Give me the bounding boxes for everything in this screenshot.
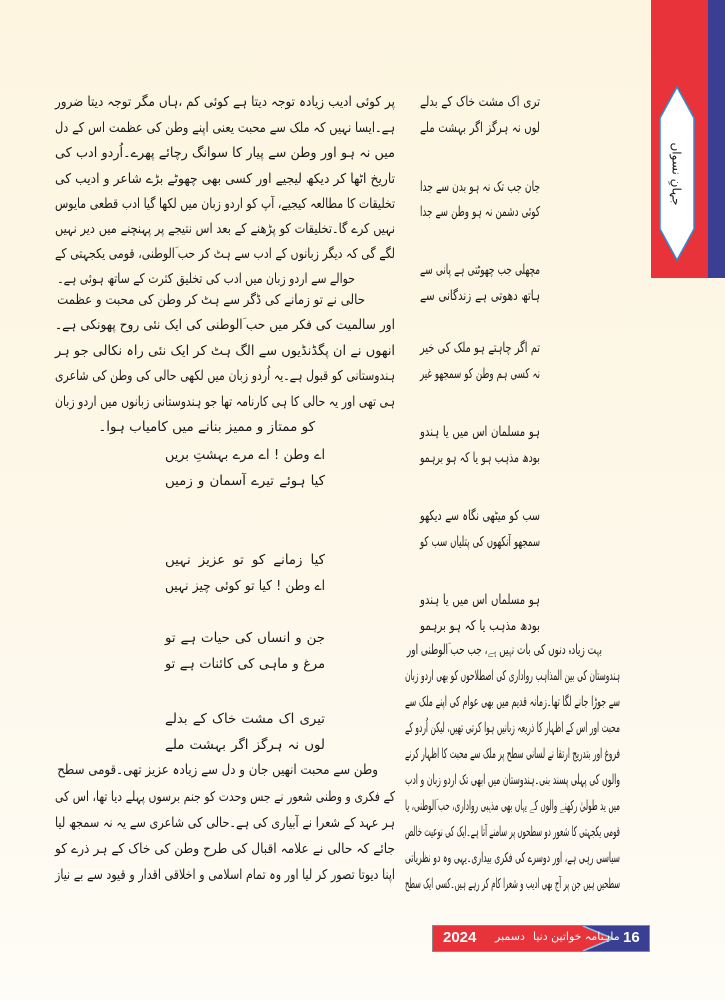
left-prose-line: کو ممتاز و ممیز بنانے میں کامیاب ہوا۔ [98, 419, 315, 435]
poem-line: ہو مسلمان اس میں یا ہندو [420, 424, 540, 440]
right-prose-line: فروغ اور بتدریج ارتقا نے لسانی سطح پر ملک سے محبت کا اظہار کرنے [405, 746, 620, 762]
right-prose-line: سے جوڑا جانے لگا تھا۔زمانہ قدیم میں بھی عوام کی اپنے ملک سے [405, 694, 620, 710]
poem-line: مرغ و ماہی کی کائنات ہے تو [165, 656, 325, 672]
poem-line: جن و انساں کی حیات ہے تو [165, 630, 325, 646]
poem-line: تم اگر چاہتے ہو ملک کی خیر [420, 340, 540, 356]
right-prose-line: والوں کی پہلی پسند بنی۔ہندوستان میں ابھی تک اردو زبان و ادب [405, 772, 620, 788]
poem-line: لوں نہ ہرگز اگر بہشت ملے [165, 737, 325, 753]
right-prose-line: سطحیں ہیں جن پر آج بھی ادیب و شعرا کام کر رہے ہیں۔کسی ایک سطح [405, 876, 620, 892]
left-prose-line: تاریخ اٹھا کر دیکھ لیجیے اور کسی بھی چھوٹے بڑے شاعر و ادیب کی [55, 171, 395, 187]
left-prose-line: وطن سے محبت انھیں جان و دل سے زیادہ عزیز تھی۔قومی سطح [57, 762, 379, 778]
right-prose-line: محبت اور اس کے اظہار کا ذریعہ زبانیں ہوا کرتی تھیں، لیکن اُردو کے [405, 720, 620, 736]
poem-line: لوں نہ ہرگز اگر بہشت ملے [420, 120, 540, 136]
poem-line: اے وطن ! کیا تو کوئی چیز نہیں [165, 578, 325, 594]
poem-line: سمجھو آنکھوں کی پتلیاں سب کو [420, 534, 540, 550]
left-prose-line: اپنا دیوتا تصور کر لیا اور وہ تمام اسلامی و اخلاقی اقدار و قیود سے بے نیاز [55, 867, 395, 883]
poem-line: نہ کسی ہم وطن کو سمجھو غیر [420, 366, 540, 382]
poem-line: کیا ہوئے تیرے آسمان و زمیں [165, 473, 325, 489]
left-prose-line: اور سالمیت کی فکر میں حب ؔالوطنی کی ایک نئی روح پھونکی ہے۔ [55, 317, 395, 333]
poem-line: بودھ مذہب ہو یا کہ ہو برہمو [420, 450, 540, 466]
left-prose-line: پر کوئی ادیب زیادہ توجہ دیتا ہے کوئی کم ،ہاں مگر توجہ دیتا ضرور [55, 94, 395, 110]
left-prose-line: حالی نے تو زمانے کی ڈگر سے ہٹ کر وطن کی محبت و عظمت [57, 292, 366, 308]
page-footer [432, 925, 650, 952]
right-prose-line: ہندوستان کی بین المذاہب رواداری کی اصطلاحوں کو بھی اردو زبان [405, 668, 620, 684]
left-prose-line: میں نہ ہو اور وطن سے پیار کا سوانگ رچائے پھرے۔اُردو ادب کی [55, 145, 395, 161]
section-tab-blue-strip [708, 0, 725, 278]
section-label [659, 86, 695, 261]
poem-line: تری اک مشت خاک کے بدلے [420, 94, 540, 110]
left-prose-line: ہندوستانی کو قبول ہے۔یہ اُردو زبان میں لکھی حالی کی وطن کی شاعری [55, 368, 395, 384]
footer-magazine-name: ماہنامہ خواتین دنیا [533, 930, 620, 943]
footer-year: 2024 [443, 929, 477, 946]
left-prose-line: کے فکری و وطنی شعور نے جس وحدت کو جنم برسوں پہلے دیا تھا، اس کی [55, 789, 395, 805]
left-prose-line: ہے۔ایسا نہیں کہ ملک سے محبت یعنی اپنے وطن کی عظمت اس کے دل [55, 120, 395, 136]
left-prose-line: نہیں کرے گا۔تخلیقات کو پڑھنے کے بعد اس نتیجے پر پہنچنے میں دیر نہیں [55, 221, 395, 237]
left-prose-line: حوالے سے اردو زبان میں ادب کی تخلیق کثرت کے ساتھ ہوئی ہے۔ [57, 271, 355, 287]
poem-line: سب کو میٹھی نگاہ سے دیکھو [420, 508, 540, 524]
poem-line: اے وطن ! اے مرے بہشتِ بریں [165, 447, 325, 463]
poem-line: ہاتھ دھوتی ہے زندگانی سے [420, 288, 540, 304]
right-prose-line: سیاسی رہی ہے، اور دوسرے کی فکری بیداری۔یہی وہ دو نظریاتی [405, 850, 620, 866]
right-prose-line: بہت زیادہ دنوں کی بات نہیں ہے، جب حب ؔالوطنی اور [406, 642, 602, 658]
footer-month: دسمبر [495, 930, 525, 943]
poem-line: کوئی دشمن نہ ہو وطن سے جدا [420, 204, 540, 220]
right-prose-line: میں ید طولیٰ رکھنے والوں کے یہاں بھی مذہبی رواداری، حب ؔالوطنی، یا [405, 798, 620, 814]
poem-line: جان جب تک نہ ہو بدن سے جدا [420, 179, 540, 195]
poem-line: تیری اک مشت خاک کے بدلے [165, 711, 325, 727]
poem-line: مچھلی جب چھوٹتی ہے پانی سے [420, 262, 540, 278]
left-prose-line: ہی تھی اور یہ حالی کا ہی کارنامہ تھا جو ہندوستانی زبانوں میں اردو زبان [55, 394, 395, 410]
left-prose-line: تخلیقات کا مطالعہ کیجیے، آپ کو اردو زبان میں لکھا گیا ادب قطعی مایوس [55, 196, 395, 212]
right-prose-line: قومی یکجہتی کا شعور دو سطحوں پر سامنے آتا ہے۔ایک کی نوعیت خالص [405, 824, 620, 840]
section-label-text: جہانِ نسواں [670, 141, 684, 206]
page-number: 16 [623, 929, 640, 946]
poem-line: بودھ مذہب یا کہ ہو برہمو [420, 618, 540, 634]
left-prose-line: انھوں نے ان پگڈنڈیوں سے الگ ہٹ کر ایک نئی راہ نکالی جو ہر [55, 343, 395, 359]
poem-line: ہو مسلماں اس میں یا ہندو [420, 592, 540, 608]
poem-line: کیا زمانے کو تو عزیز نہیں [165, 552, 325, 568]
left-prose-line: ہر عہد کے شعرا نے آبیاری کی ہے۔حالی کی شاعری سے یہ نہ سمجھ لیا [55, 815, 395, 831]
left-prose-line: جائے کہ حالی نے علامہ اقبال کی طرح وطن کی خاک کے ہر ذرے کو [55, 841, 395, 857]
left-prose-line: لگے گی کہ دیگر زبانوں کے ادب سے ہٹ کر حب ؔالوطنی، قومی یکجہتی کے [55, 246, 395, 262]
